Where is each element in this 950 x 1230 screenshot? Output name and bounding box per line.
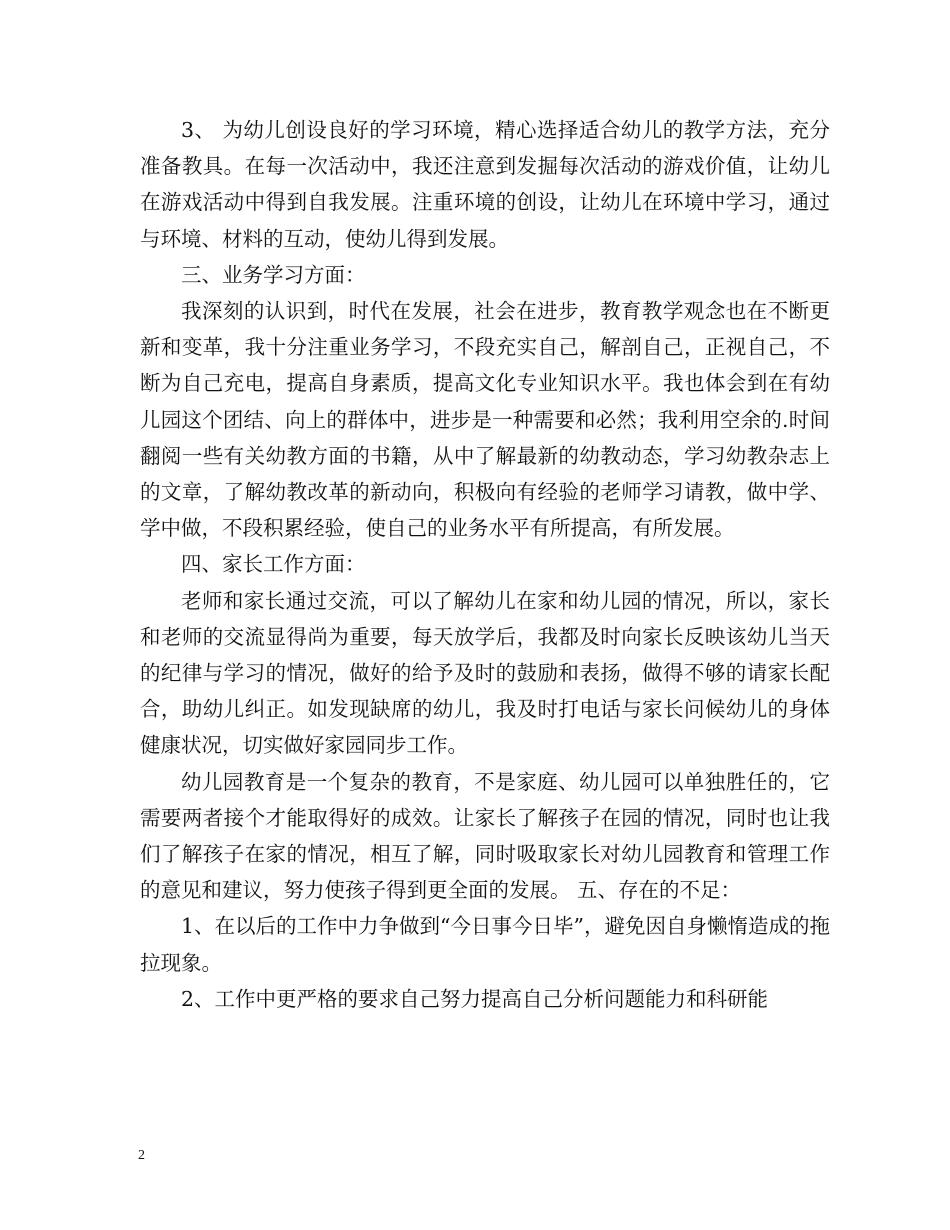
section-heading-parent-work: 四、家长工作方面： bbox=[181, 552, 366, 577]
paragraph-item-3: 3、 为幼儿创设良好的学习环境，精心选择适合幼儿的教学方法，充分准备教具。在每一次活动中，我还注意到发掘每次活动的游戏价值，让幼儿在游戏活动中得到自我发展。注重环境的创设，让幼儿在环境中学习，通过与环境、材料的互动，使幼儿得到发展。 bbox=[140, 118, 830, 251]
page-number: 2 bbox=[138, 1148, 145, 1163]
paragraph-business-study: 我深刻的认识到，时代在发展，社会在进步，教育教学观念也在不断更新和变革，我十分注重业务学习，不段充实自己，解剖自己，正视自己，不断为自己充电，提高自身素质，提高文化专业知识水平。我也体会到在有幼儿园这个团结、向上的群体中，进步是一种需要和必然；我利用空余的.时间翻阅一些有关幼教方面的书籍，从中了解最新的幼教动态，学习幼教杂志上的文章，了解幼教改革的新动向，积极向有经验的老师学习请教，做中学、学中做，不段积累经验，使自己的业务水平有所提高，有所发展。 bbox=[140, 299, 830, 541]
paragraph-parent-communication: 老师和家长通过交流，可以了解幼儿在家和幼儿园的情况，所以，家长和老师的交流显得尚为重要，每天放学后，我都及时向家长反映该幼儿当天的纪律与学习的情况，做好的给予及时的鼓励和表扬，做得不够的请家长配合，助幼儿纠正。如发现缺席的幼儿，我及时打电话与家长问候幼儿的身体健康状况，切实做好家园同步工作。 bbox=[140, 588, 830, 758]
document-body bbox=[140, 112, 830, 1017]
paragraph-kindergarten-education: 幼儿园教育是一个复杂的教育，不是家庭、幼儿园可以单独胜任的，它需要两者接个才能取得好的成效。让家长了解孩子在园的情况，同时也让我们了解孩子在家的情况，相互了解，同时吸取家长对幼儿园教育和管理工作的意见和建议，努力使孩子得到更全面的发展。 五、存在的不足： bbox=[140, 769, 830, 903]
paragraph-shortcoming-2: 2、工作中更严格的要求自己努力提高自己分析问题能力和科研能 bbox=[181, 986, 769, 1011]
paragraph-shortcoming-1: 1、在以后的工作中力争做到“今日事今日毕”，避免因自身懒惰造成的拖拉现象。 bbox=[140, 914, 831, 975]
section-heading-business-study: 三、业务学习方面： bbox=[181, 262, 366, 287]
